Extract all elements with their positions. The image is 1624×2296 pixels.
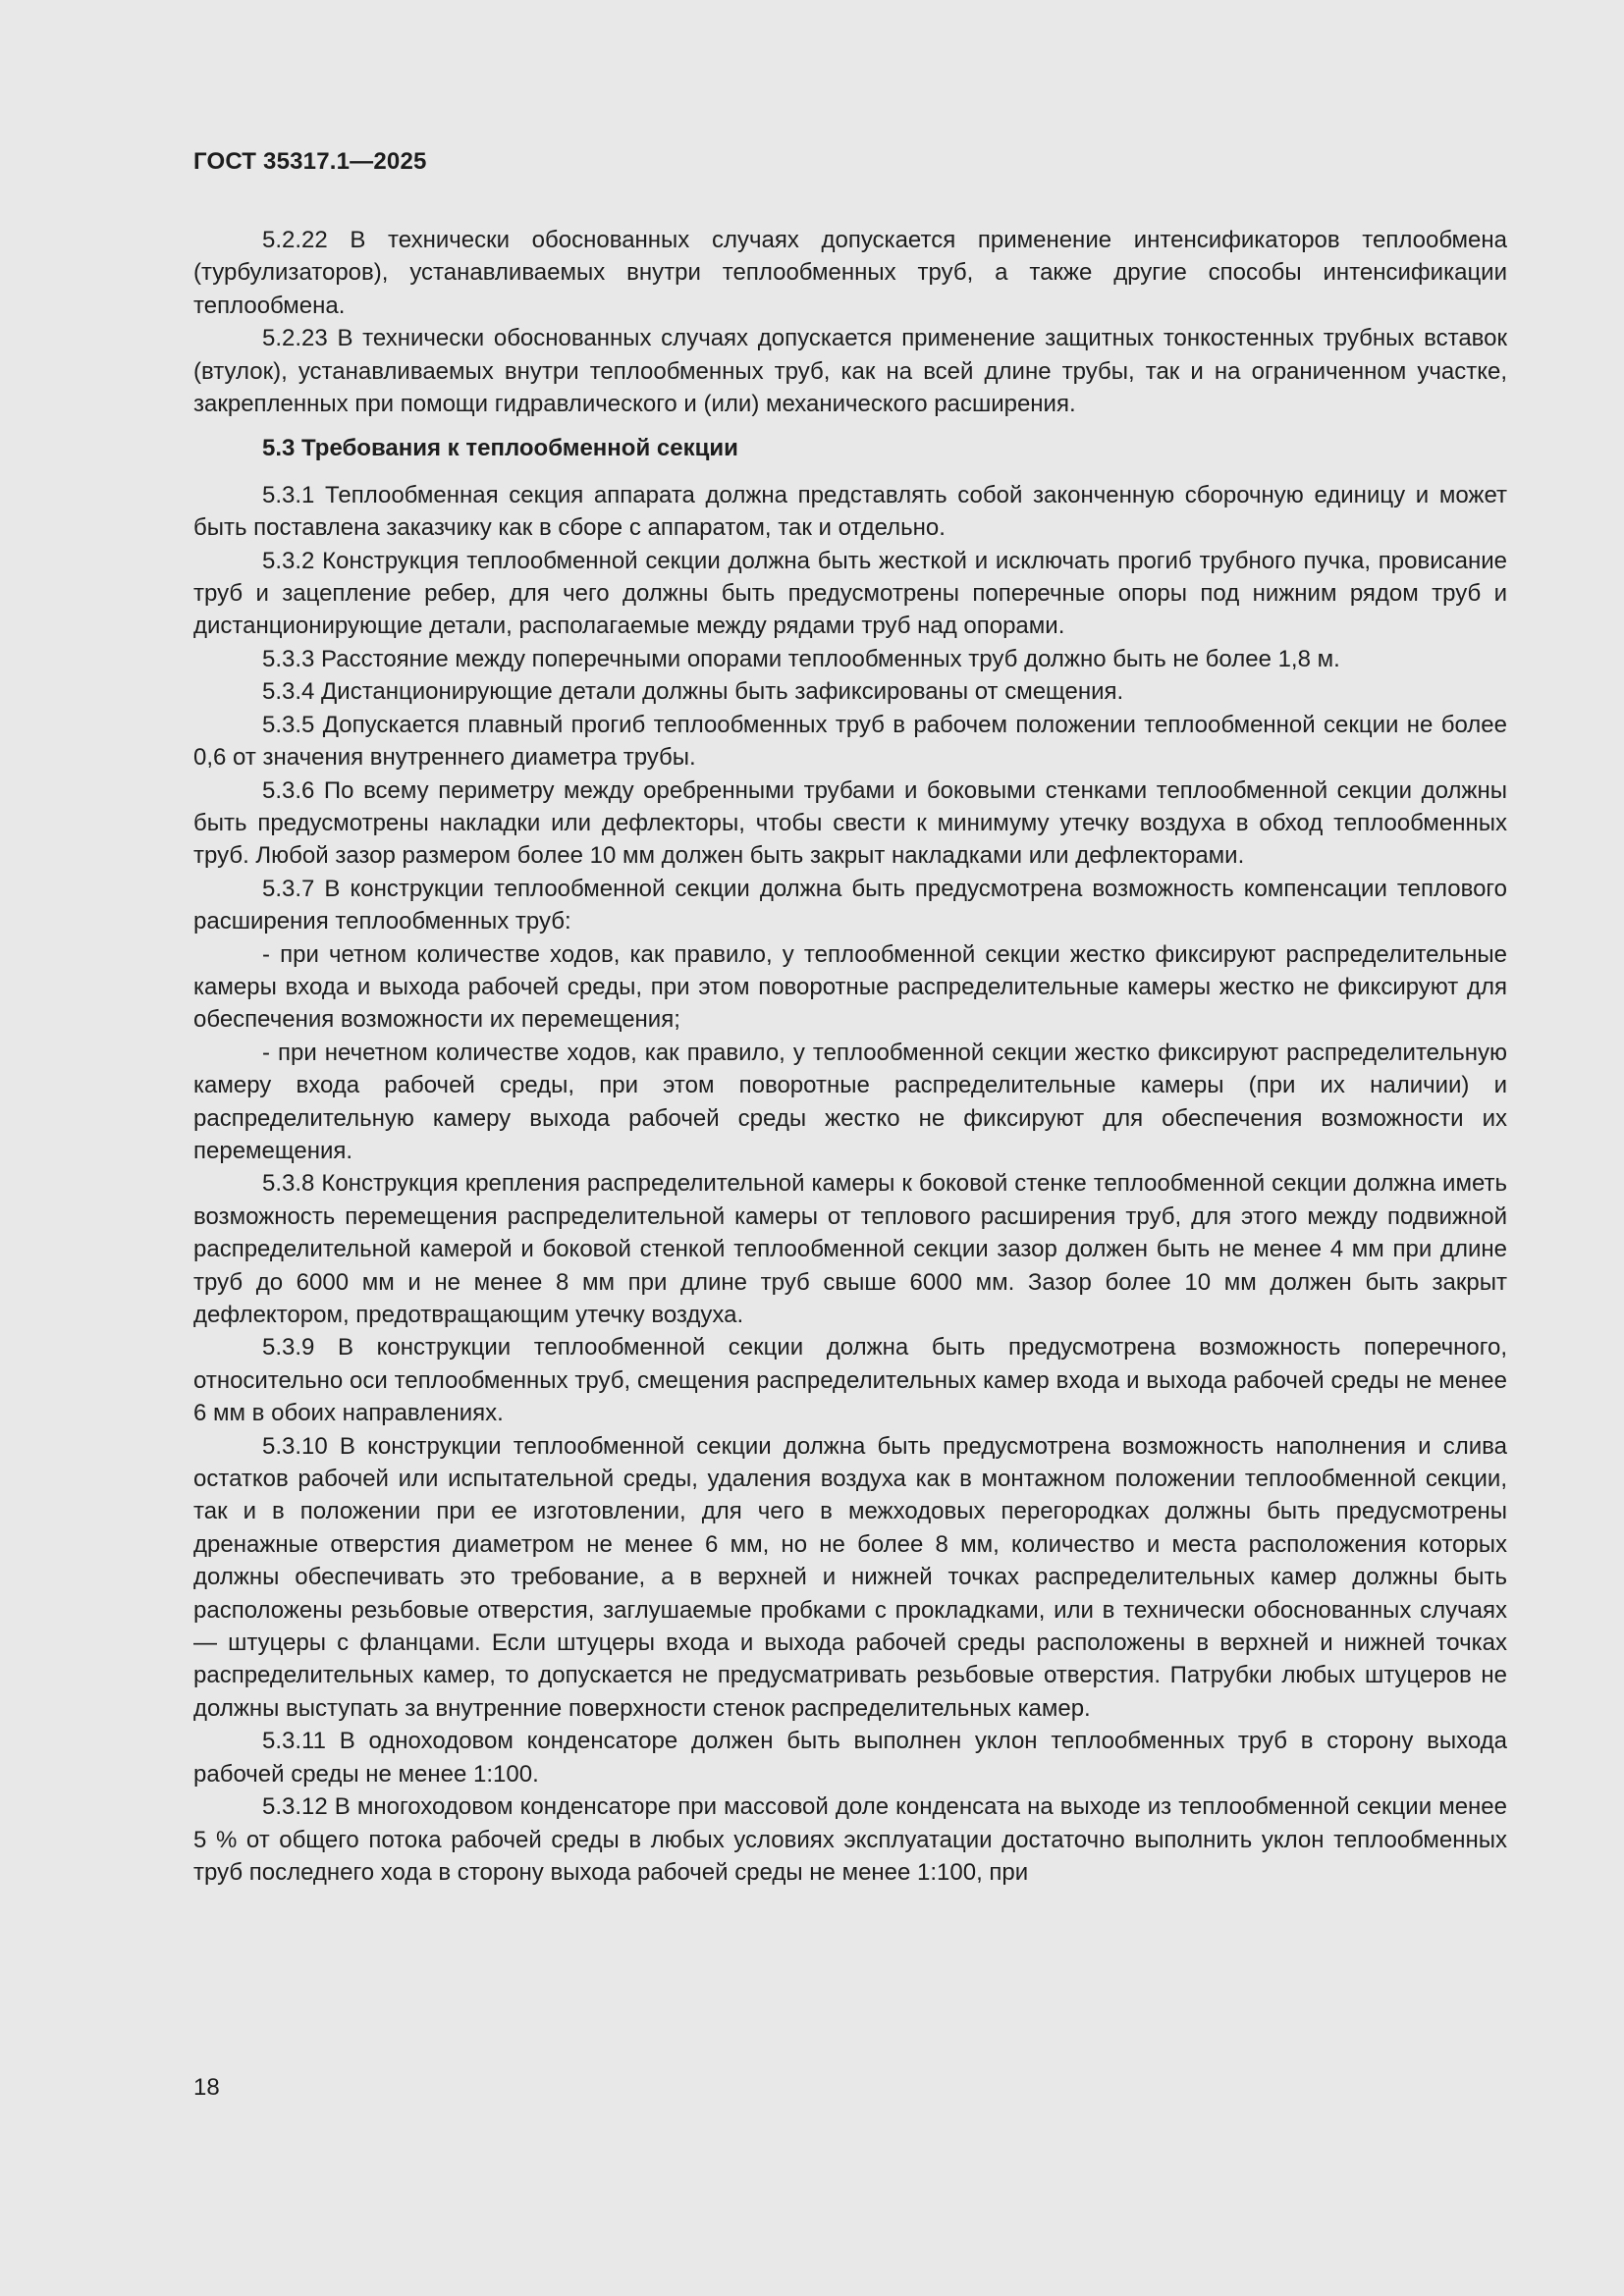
paragraph-5-2-23: 5.2.23 В технически обоснованных случаях допускается применение защитных тонкостенных трубных вставок (втулок), устанавливаемых внутри теплообменных труб, как на всей длине трубы, так и на ограниченном участке, закрепленных при помощи гидравлического и (или) механического расширения. xyxy=(193,325,1507,418)
paragraph-5-3-8: 5.3.8 Конструкция крепления распределительной камеры к боковой стенке теплообменной секции должна иметь возможность перемещения распределительной камеры от теплового расширения труб, для этого между подвижной распределительной камерой и боковой стенкой теплообменной секции зазор должен быть не менее 4 мм при длине труб до 6000 мм и не менее 8 мм при длине труб свыше 6000 мм. Зазор более 10 мм должен быть закрыт дефлектором, предотвращающим утечку воздуха. xyxy=(193,1170,1507,1328)
paragraph-5-3-2: 5.3.2 Конструкция теплообменной секции должна быть жесткой и исключать прогиб трубного пучка, провисание труб и зацепление ребер, для чего должны быть предусмотрены поперечные опоры под нижним рядом труб и дистанционирующие детали, располагаемые между рядами труб над опорами. xyxy=(193,547,1507,640)
document-body xyxy=(193,224,1507,1889)
paragraph-5-3-10: 5.3.10 В конструкции теплообменной секции должна быть предусмотрена возможность наполнения и слива остатков рабочей или испытательной среды, удаления воздуха как в монтажном положении теплообменной секции, так и в положении при ее изготовлении, для чего в межходовых перегородках должны быть предусмотрены дренажные отверстия диаметром не менее 6 мм, но не более 8 мм, количество и места расположения которых должны обеспечивать это требование, а в верхней и нижней точках распределительных камер должны быть расположены резьбовые отверстия, заглушаемые пробками с прокладками, или в технически обоснованных случаях — штуцеры с фланцами. Если штуцеры входа и выхода рабочей среды расположены в верхней и нижней точках распределительных камер, то допускается не предусматривать резьбовые отверстия. Патрубки любых штуцеров не должны выступать за внутренние поверхности стенок распределительных камер. xyxy=(193,1432,1507,1722)
paragraph-5-2-22: 5.2.22 В технически обоснованных случаях допускается применение интенсификаторов теплообмена (турбулизаторов), устанавливаемых внутри теплообменных труб, а также другие способы интенсификации теплообмена. xyxy=(193,227,1507,319)
paragraph-5-3-7: 5.3.7 В конструкции теплообменной секции должна быть предусмотрена возможность компенсации теплового расширения теплообменных труб: xyxy=(193,875,1507,935)
paragraph-5-3-11: 5.3.11 В одноходовом конденсаторе должен быть выполнен уклон теплообменных труб в сторону выхода рабочей среды не менее 1:100. xyxy=(193,1728,1507,1788)
page-number: 18 xyxy=(193,2074,220,2101)
document-header: ГОСТ 35317.1—2025 xyxy=(193,148,427,175)
paragraph-5-3-6: 5.3.6 По всему периметру между оребренными трубами и боковыми стенками теплообменной секции должны быть предусмотрены накладки или дефлекторы, чтобы свести к минимуму утечку воздуха в обход теплообменных труб. Любой зазор размером более 10 мм должен быть закрыт накладками или дефлекторами. xyxy=(193,776,1507,870)
paragraph-5-3-9: 5.3.9 В конструкции теплообменной секции должна быть предусмотрена возможность поперечного, относительно оси теплообменных труб, смещения распределительных камер входа и выхода рабочей среды не менее 6 мм в обоих направлениях. xyxy=(193,1334,1507,1427)
paragraph-5-3-3: 5.3.3 Расстояние между поперечными опорами теплообменных труб должно быть не более 1,8 м. xyxy=(262,645,1340,672)
list-item-odd-passes: - при нечетном количестве ходов, как правило, у теплообменной секции жестко фиксируют распределительную камеру входа рабочей среды, при этом поворотные распределительные камеры (при их наличии) и распределительную камеру выхода рабочей среды жестко не фиксируют для обеспечения возможности их перемещения. xyxy=(193,1039,1507,1164)
section-heading: 5.3 Требования к теплообменной секции xyxy=(262,435,738,462)
paragraph-5-3-4: 5.3.4 Дистанционирующие детали должны быть зафиксированы от смещения. xyxy=(262,678,1124,706)
list-item-even-passes: - при четном количестве ходов, как правило, у теплообменной секции жестко фиксируют распределительные камеры входа и выхода рабочей среды, при этом поворотные распределительные камеры жестко не фиксируют для обеспечения возможности их перемещения; xyxy=(193,940,1507,1034)
paragraph-5-3-1: 5.3.1 Теплообменная секция аппарата должна представлять собой законченную сборочную единицу и может быть поставлена заказчику как в сборе с аппаратом, так и отдельно. xyxy=(193,481,1507,542)
paragraph-5-3-5: 5.3.5 Допускается плавный прогиб теплообменных труб в рабочем положении теплообменной секции не более 0,6 от значения внутреннего диаметра трубы. xyxy=(193,711,1507,772)
paragraph-5-3-12: 5.3.12 В многоходовом конденсаторе при массовой доле конденсата на выходе из теплообменной секции менее 5 % от общего потока рабочей среды в любых условиях эксплуатации достаточно выполнить уклон теплообменных труб последнего хода в сторону выхода рабочей среды не менее 1:100, при xyxy=(193,1793,1507,1886)
